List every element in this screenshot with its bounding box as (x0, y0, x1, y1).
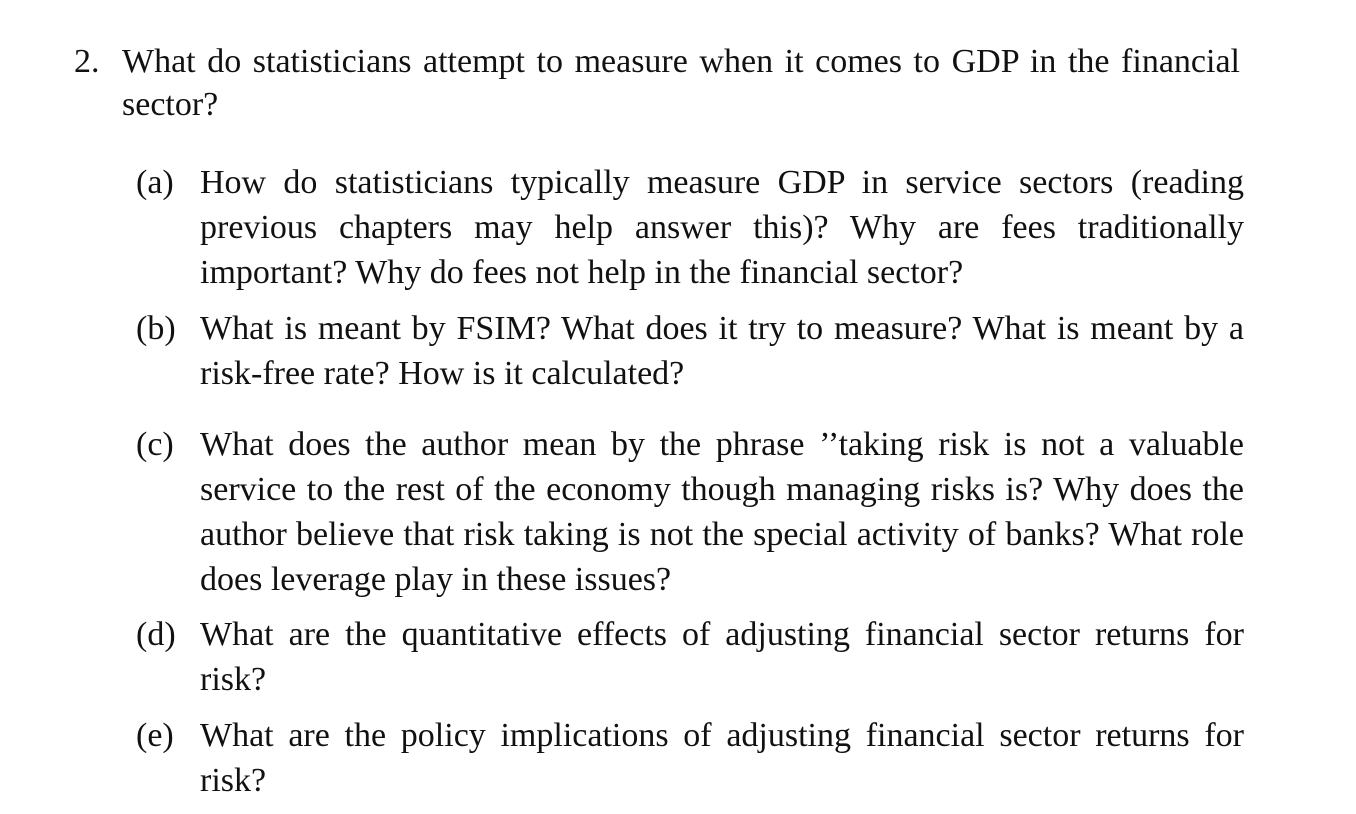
subpart-text: How do statisticians typically measure GDP in service sectors (reading previous chapters may help answer this)? Why are fees traditionally important? Why do fees not help in the financial sector? (200, 164, 1244, 291)
subpart-text: What is meant by FSIM? What does it try to measure? What is meant by a risk-free rate? How is it calculated? (200, 310, 1244, 392)
subpart-label: (b) (136, 310, 176, 347)
subpart-label: (c) (136, 426, 174, 463)
question-text: What do statisticians attempt to measure when it comes to GDP in the financial sector? (122, 43, 1240, 123)
subpart-text: What are the quantitative effects of adjusting financial sector returns for risk? (200, 616, 1244, 698)
question-number: 2. (74, 43, 100, 80)
subpart-label: (e) (136, 717, 174, 754)
subpart-label: (a) (136, 164, 174, 201)
subpart-text: What are the policy implications of adjusting financial sector returns for risk? (200, 717, 1244, 799)
subpart-label: (d) (136, 616, 176, 653)
subpart-text: What does the author mean by the phrase ’’taking risk is not a valuable service to the rest of the economy though managing risks is? Why does the author believe that risk taking is not the special activity of banks? What role does leverage play in these issues? (200, 426, 1244, 598)
